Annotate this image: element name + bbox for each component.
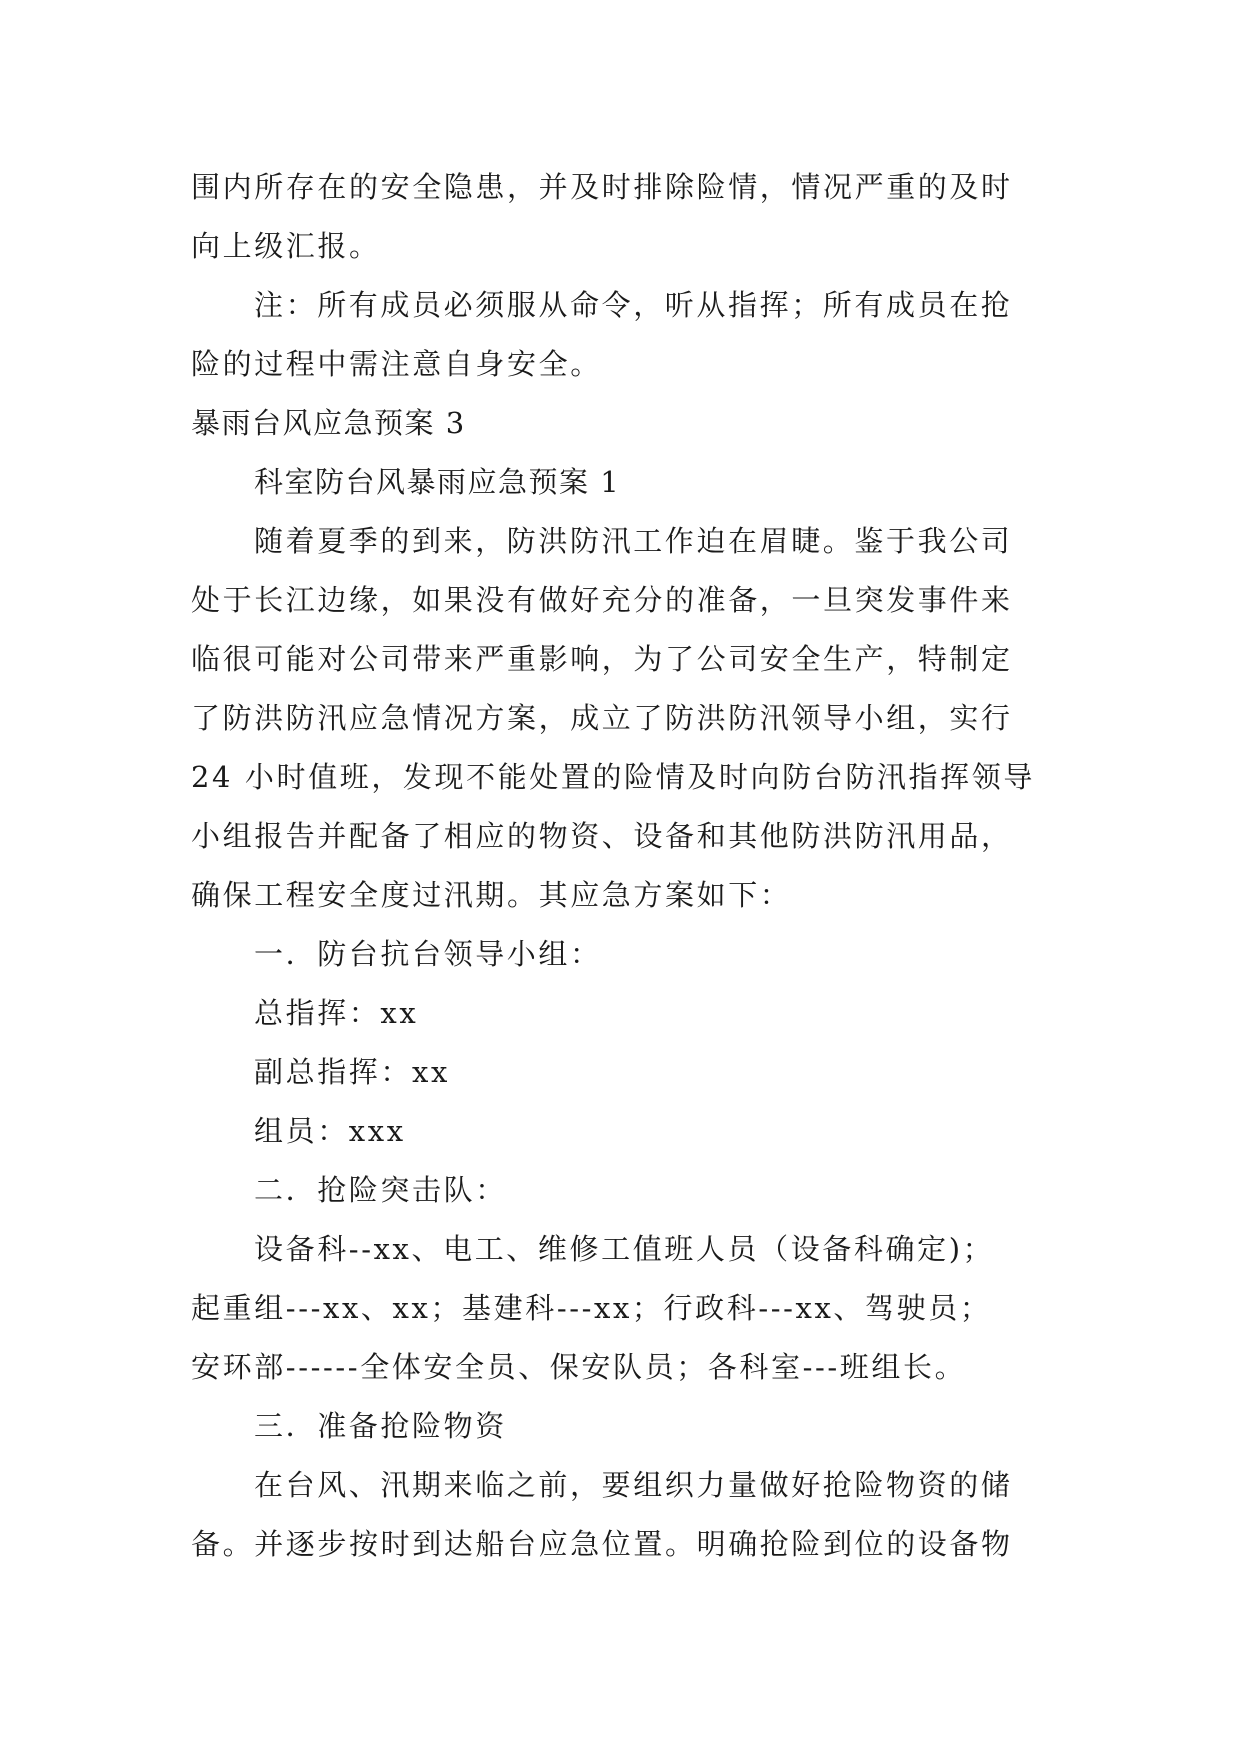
paragraph-line: 处于长江边缘，如果没有做好充分的准备，一旦突发事件来 bbox=[191, 583, 1013, 617]
list-heading: 三．准备抢险物资 bbox=[254, 1409, 507, 1443]
paragraph-line: 围内所存在的安全隐患，并及时排除险情，情况严重的及时 bbox=[191, 170, 1013, 204]
list-heading: 二．抢险突击队： bbox=[254, 1173, 507, 1207]
paragraph-line: 了防洪防汛应急情况方案，成立了防洪防汛领导小组，实行 bbox=[191, 701, 1013, 735]
section-heading: 暴雨台风应急预案 3 bbox=[191, 406, 466, 440]
paragraph-line: 设备科--xx、电工、维修工值班人员（设备科确定)； bbox=[254, 1232, 995, 1266]
paragraph-line: 24 小时值班，发现不能处置的险情及时向防台防汛指挥领导 bbox=[191, 760, 1035, 794]
paragraph-line: 确保工程安全度过汛期。其应急方案如下： bbox=[191, 878, 792, 912]
list-item: 组员：xxx bbox=[254, 1114, 406, 1148]
document-body bbox=[191, 158, 1071, 1574]
paragraph-line: 随着夏季的到来，防洪防汛工作迫在眉睫。鉴于我公司 bbox=[254, 524, 1013, 558]
sub-heading: 科室防台风暴雨应急预案 1 bbox=[254, 465, 621, 499]
paragraph-line: 临很可能对公司带来严重影响，为了公司安全生产，特制定 bbox=[191, 642, 1013, 676]
note-line: 注：所有成员必须服从命令，听从指挥；所有成员在抢 bbox=[254, 288, 1013, 322]
paragraph-line: 备。并逐步按时到达船台应急位置。明确抢险到位的设备物 bbox=[191, 1527, 1013, 1561]
paragraph-line: 小组报告并配备了相应的物资、设备和其他防洪防汛用品， bbox=[191, 819, 1013, 853]
list-heading: 一．防台抗台领导小组： bbox=[254, 937, 602, 971]
paragraph-line: 在台风、汛期来临之前，要组织力量做好抢险物资的储 bbox=[254, 1468, 1013, 1502]
paragraph-line: 起重组---xx、xx；基建科---xx；行政科---xx、驾驶员； bbox=[191, 1291, 992, 1325]
paragraph-line: 向上级汇报。 bbox=[191, 229, 381, 263]
paragraph-line: 安环部------全体安全员、保安队员；各科室---班组长。 bbox=[191, 1350, 967, 1384]
paragraph-line: 险的过程中需注意自身安全。 bbox=[191, 347, 602, 381]
list-item: 总指挥：xx bbox=[254, 996, 419, 1030]
list-item: 副总指挥：xx bbox=[254, 1055, 450, 1089]
